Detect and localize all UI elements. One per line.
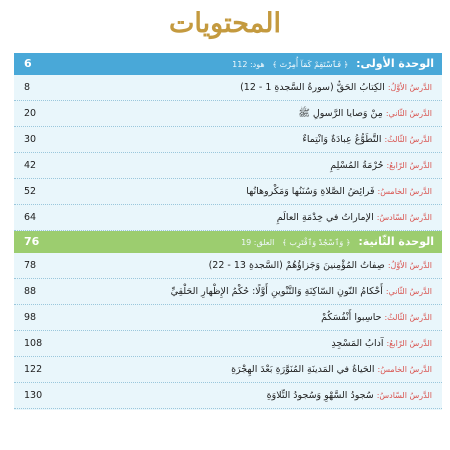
unit-page-number: 6 <box>24 57 32 70</box>
unit-title: الوحدة الثّانية: <box>358 235 434 248</box>
lesson-row[interactable] <box>14 127 442 153</box>
unit-header-1[interactable] <box>14 53 442 75</box>
lesson-page-number: 8 <box>24 82 31 93</box>
lesson-title: آدابُ المَسْجِدِ <box>331 338 384 349</box>
lesson-title: أَحْكامُ النّونِ السّاكِنَةِ وَالتَّنْوينِ أَوَّلًا: حُكْمُ الإِظْهارِ الحَلْقِيِّ <box>170 286 383 297</box>
lesson-number: الدَّرسُ الثّاني: <box>385 109 432 118</box>
lesson-number: الدَّرسُ الثّاني: <box>385 287 432 296</box>
lesson-page-number: 64 <box>24 212 37 223</box>
lesson-row[interactable] <box>14 331 442 357</box>
lesson-row[interactable] <box>14 305 442 331</box>
lesson-row[interactable] <box>14 357 442 383</box>
lesson-page-number: 20 <box>24 108 37 119</box>
page-title: المحتويات <box>168 8 282 39</box>
lesson-title: سُجودُ السَّهْوِ وَسُجودُ التِّلاوَةِ <box>266 390 374 401</box>
lesson-number: الدَّرسُ السّادسُ: <box>376 213 432 222</box>
lesson-row[interactable] <box>14 153 442 179</box>
lesson-title: حاسِبوا أَنْفُسَكُمْ <box>321 312 382 323</box>
lesson-row[interactable] <box>14 253 442 279</box>
unit-heading <box>241 231 434 254</box>
lesson-title: الحَياةُ في المَدينَةِ المُنَوَّرَةِ بَعْدَ الهِجْرَةِ <box>231 364 375 375</box>
lesson-row[interactable] <box>14 179 442 205</box>
lesson-row[interactable] <box>14 383 442 409</box>
lesson-page-number: 52 <box>24 186 37 197</box>
lesson-page-number: 122 <box>24 364 43 375</box>
unit-verse: ﴿ فَٱسْتَقِمْ كَمَآ أُمِرْتَ ﴾ <box>272 60 349 69</box>
lesson-number: الدَّرسُ السّادسُ: <box>376 391 432 400</box>
lesson-number: الدَّرسُ الرّابعُ: <box>386 161 432 170</box>
unit-heading <box>232 53 434 76</box>
lesson-number: الدَّرسُ الخامسُ: <box>377 187 432 196</box>
lesson-page-number: 88 <box>24 286 37 297</box>
lesson-page-number: 30 <box>24 134 37 145</box>
lesson-row[interactable] <box>14 205 442 231</box>
unit-title: الوحدة الأولى: <box>356 57 434 70</box>
lesson-number: الدَّرسُ الخامسُ: <box>377 365 432 374</box>
unit-verse-reference: العلق: 19 <box>241 238 275 247</box>
lesson-page-number: 108 <box>24 338 43 349</box>
lesson-number: الدَّرسُ الرّابعُ: <box>386 339 432 348</box>
lesson-number: الدَّرسُ الأوَّلُ: <box>387 83 432 92</box>
lesson-row[interactable] <box>14 279 442 305</box>
lesson-row[interactable] <box>14 101 442 127</box>
lesson-title: حُرْمَةُ المُسْلِمِ <box>330 160 384 171</box>
lesson-title: صِفاتُ المُؤْمِنينَ وَجَزاؤُهُمْ (السَّجدةِ 13 - 22) <box>208 260 385 271</box>
lesson-page-number: 78 <box>24 260 37 271</box>
lesson-number: الدَّرسُ الثّالثُ: <box>384 313 432 322</box>
lesson-row[interactable] <box>14 75 442 101</box>
lesson-title: الكِتابُ الحَقُّ (سورةُ السَّجدةِ 1 - 12) <box>240 82 385 93</box>
unit-verse: ﴿ وَٱسْجُدْ وَٱقْتَرِب ﴾ <box>282 238 351 247</box>
table-of-contents <box>14 53 442 410</box>
lesson-page-number: 130 <box>24 390 43 401</box>
lesson-title: الإماراتُ في خِدْمَةِ العالَمِ <box>276 212 374 223</box>
lesson-number: الدَّرسُ الأوَّلُ: <box>387 261 432 270</box>
unit-page-number: 76 <box>24 235 40 248</box>
lesson-title: مِنْ وَصايا الرَّسولِ ﷺ <box>298 108 383 119</box>
lesson-number: الدَّرسُ الثّالثُ: <box>384 135 432 144</box>
lesson-page-number: 42 <box>24 160 37 171</box>
lesson-page-number: 98 <box>24 312 37 323</box>
lesson-title: فَرائِضُ الصَّلاةِ وَسُنَنُها وَمَكْروهاتُها <box>246 186 375 197</box>
unit-header-2[interactable] <box>14 231 442 253</box>
lesson-title: التَّطَوُّعُ عِبادَةٌ وَانْتِماءٌ <box>302 134 382 145</box>
unit-verse-reference: هود: 112 <box>232 60 265 69</box>
